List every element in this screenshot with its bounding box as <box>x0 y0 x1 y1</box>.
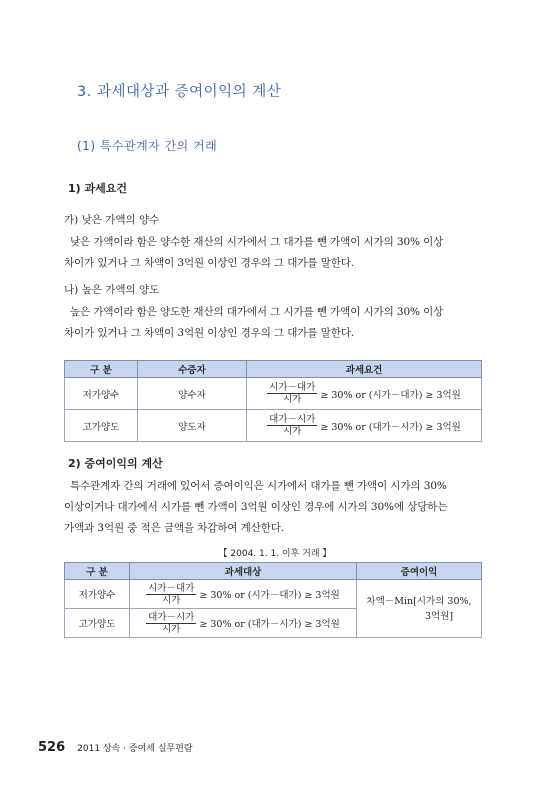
fraction-denominator: 시가 <box>162 623 181 635</box>
table-cell-gift-profit <box>357 580 482 638</box>
fraction-numerator: 시가－대가 <box>148 582 195 594</box>
item-na-paragraph <box>64 302 494 344</box>
table-cell-condition <box>130 609 357 638</box>
item-ga-line1: 낮은 가액이라 함은 양수한 재산의 시가에서 그 대가를 뺀 가액이 시가의 30% 이상 <box>70 236 444 248</box>
table-cell-type: 저가양수 <box>65 580 130 609</box>
gift-profit-table <box>64 562 482 638</box>
table-cell-recipient: 양수자 <box>138 378 247 410</box>
calc-paragraph <box>64 476 494 539</box>
table-header-row <box>65 361 482 378</box>
heading-taxation-requirements: 1) 과세요건 <box>68 182 128 195</box>
fraction <box>267 382 317 405</box>
table-cell-condition <box>247 378 482 410</box>
condition-text: ≥ 30% or (대가－시가) ≥ 3억원 <box>320 421 461 433</box>
item-ga-paragraph <box>64 232 494 274</box>
table-cell-recipient: 양도자 <box>138 410 247 442</box>
fraction <box>146 612 196 635</box>
fraction-numerator: 대가－시가 <box>148 611 195 623</box>
condition-text: ≥ 30% or (대가－시가) ≥ 3억원 <box>199 619 340 630</box>
item-na-line2: 차이가 있거나 그 차액이 3억원 이상인 경우의 그 대가를 말한다. <box>64 327 355 339</box>
column-header: 구 분 <box>65 361 138 378</box>
column-header: 구 분 <box>65 563 130 580</box>
fraction <box>146 583 196 606</box>
column-header: 수증자 <box>138 361 247 378</box>
table-cell-type: 고가양도 <box>65 609 130 638</box>
item-na-line1: 높은 가액이라 함은 양도한 재산의 대가에서 그 시가를 뺀 가액이 시가의 30% 이상 <box>70 306 444 318</box>
heading-gift-profit-calculation: 2) 증여이익의 계산 <box>68 457 163 470</box>
gift-profit-line2: 3억원] <box>424 610 454 622</box>
fraction-denominator: 시가 <box>162 594 181 606</box>
calc-line2: 이상이거나 대가에서 시가를 뺀 가액이 3억원 이상인 경우에 시가의 30%에 상당하는 <box>64 501 448 513</box>
table-cell-type: 저가양수 <box>65 378 138 410</box>
item-ga-line2: 차이가 있거나 그 차액이 3억원 이상인 경우의 그 대가를 말한다. <box>64 257 355 269</box>
subsection-title: (1) 특수관계자 간의 거래 <box>77 139 218 153</box>
taxation-requirements-table <box>64 360 482 442</box>
column-header: 증여이익 <box>357 563 482 580</box>
condition-text: ≥ 30% or (시가－대가) ≥ 3억원 <box>320 389 461 401</box>
column-header: 과세대상 <box>130 563 357 580</box>
condition-text: ≥ 30% or (시가－대가) ≥ 3억원 <box>199 590 340 601</box>
section-title: 3. 과세대상과 증여이익의 계산 <box>77 84 282 100</box>
calc-line3: 가액과 3억원 중 적은 금액을 차감하여 계산한다. <box>64 522 285 534</box>
fraction-numerator: 대가－시가 <box>269 414 316 425</box>
table-header-row <box>65 563 482 580</box>
table-row <box>65 378 482 410</box>
table-cell-condition <box>247 410 482 442</box>
item-na-title: 나) 높은 가액의 양도 <box>64 284 160 296</box>
calc-line1: 특수관계자 간의 거래에 있어서 증여이익은 시가에서 대가를 뺀 가액이 시가의 30% <box>70 480 447 492</box>
table-cell-condition <box>130 580 357 609</box>
gift-profit-line1: 차액－Min[시가의 30%, <box>366 595 472 607</box>
column-header: 과세요건 <box>247 361 482 378</box>
table-row <box>65 410 482 442</box>
page-footer <box>38 740 193 755</box>
page-number: 526 <box>38 740 66 755</box>
table-row <box>65 580 482 609</box>
item-ga-title: 가) 낮은 가액의 양수 <box>64 214 160 226</box>
table-cell-type: 고가양도 <box>65 410 138 442</box>
fraction <box>267 414 317 437</box>
fraction-numerator: 시가－대가 <box>269 382 316 393</box>
book-title: 2011 상속 · 증여세 실무편람 <box>77 744 193 754</box>
fraction-denominator: 시가 <box>283 426 302 437</box>
table-caption: 【 2004. 1. 1. 이후 거래 】 <box>218 549 332 559</box>
fraction-denominator: 시가 <box>283 394 302 405</box>
